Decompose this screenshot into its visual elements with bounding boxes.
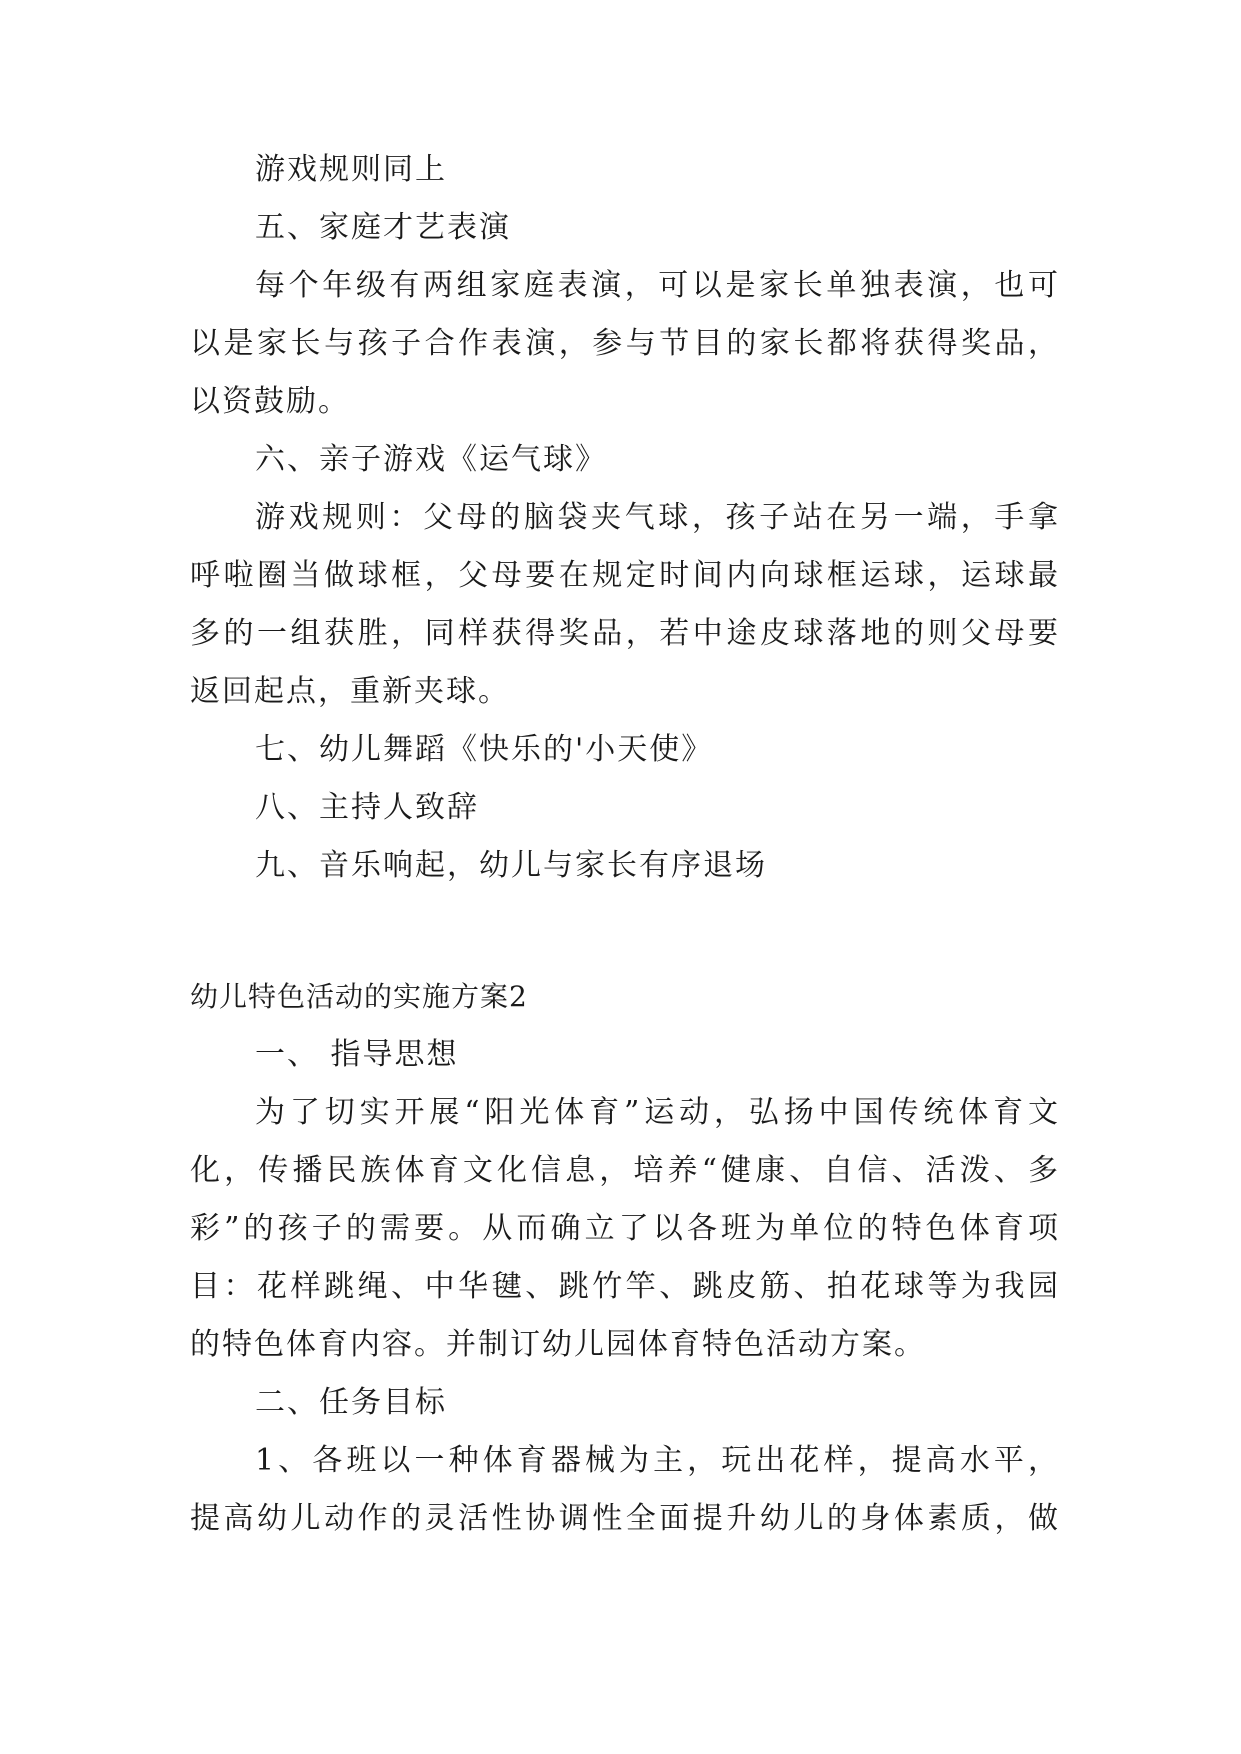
paragraph-line: 游戏规则：父母的脑袋夹气球，孩子站在另一端，手拿 <box>255 500 1058 535</box>
paragraph-line: 提高幼儿动作的灵活性协调性全面提升幼儿的身体素质，做 <box>190 1501 1058 1536</box>
section-heading: 六、亲子游戏《运气球》 <box>255 442 607 477</box>
paragraph-line: 每个年级有两组家庭表演，可以是家长单独表演，也可 <box>255 268 1058 303</box>
section-heading: 五、家庭才艺表演 <box>255 210 511 245</box>
section-heading: 九、音乐响起，幼儿与家长有序退场 <box>255 848 767 883</box>
paragraph-line: 呼啦圈当做球框，父母要在规定时间内向球框运球，运球最 <box>190 558 1058 593</box>
paragraph-line: 1、各班以一种体育器械为主，玩出花样，提高水平， <box>255 1443 1058 1478</box>
paragraph-line: 的特色体育内容。并制订幼儿园体育特色活动方案。 <box>190 1327 926 1362</box>
section-heading: 七、幼儿舞蹈《快乐的'小天使》 <box>255 732 714 767</box>
paragraph-line: 游戏规则同上 <box>255 152 447 187</box>
paragraph-line: 化，传播民族体育文化信息，培养“健康、自信、活泼、多 <box>190 1153 1058 1188</box>
paragraph-line: 目：花样跳绳、中华毽、跳竹竿、跳皮筋、拍花球等为我园 <box>190 1269 1058 1304</box>
section-heading: 八、主持人致辞 <box>255 790 479 825</box>
paragraph-line: 为了切实开展“阳光体育”运动，弘扬中国传统体育文 <box>255 1095 1058 1130</box>
section-heading: 二、任务目标 <box>255 1385 447 1420</box>
paragraph-line: 彩”的孩子的需要。从而确立了以各班为单位的特色体育项 <box>190 1211 1058 1246</box>
document-title: 幼儿特色活动的实施方案2 <box>190 980 528 1013</box>
paragraph-line: 以是家长与孩子合作表演，参与节目的家长都将获得奖品， <box>190 326 1058 361</box>
paragraph-line: 多的一组获胜，同样获得奖品，若中途皮球落地的则父母要 <box>190 616 1058 651</box>
paragraph-line: 以资鼓励。 <box>190 384 350 419</box>
section-heading: 一、 指导思想 <box>255 1037 459 1072</box>
paragraph-line: 返回起点，重新夹球。 <box>190 674 510 709</box>
